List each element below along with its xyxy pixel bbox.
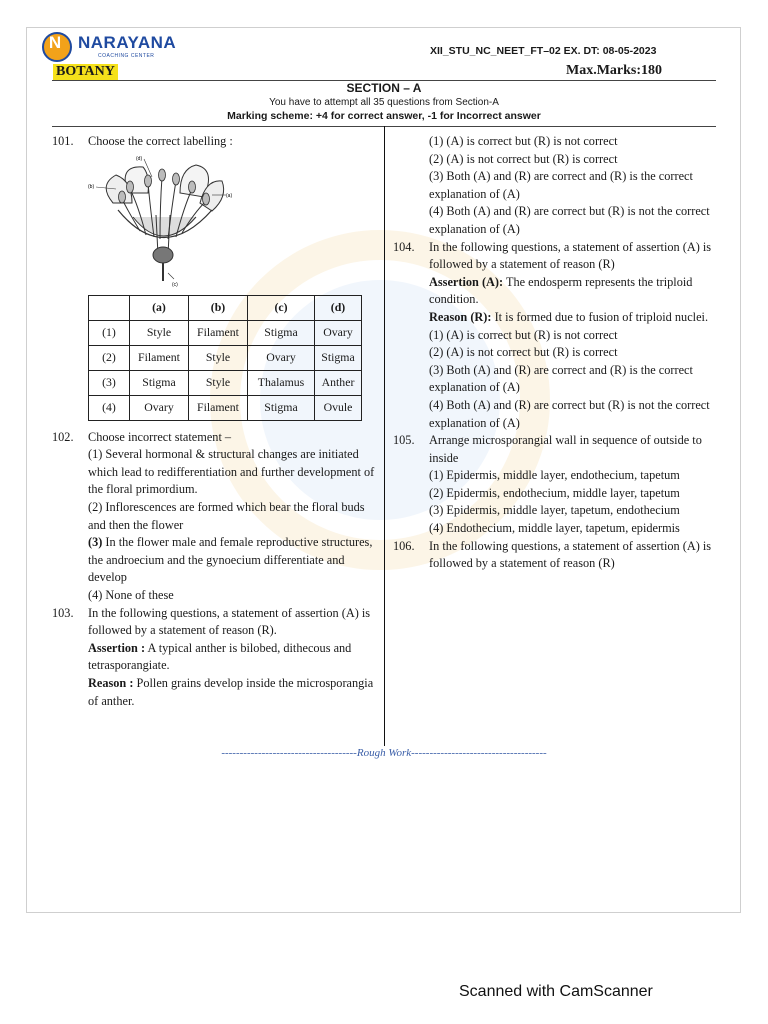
table-header: (a) [130,295,189,320]
assertion [393,274,718,309]
option-number: (3) [88,535,103,550]
label-b: (b) [88,183,95,190]
table-header-row [89,295,362,320]
label-a: (a) [226,192,233,199]
narayana-logo [40,30,180,64]
table-cell: Style [189,370,248,395]
option-1: (1) Epidermis, middle layer, endothecium, tapetum [429,468,680,483]
instruction-text: You have to attempt all 35 questions from Section-A [269,97,499,108]
table-cell: (2) [89,345,130,370]
question-106 [393,538,718,573]
table-cell: Style [130,320,189,345]
marking-scheme: Marking scheme: +4 for correct answer, -1 for Incorrect answer [227,110,541,122]
question-number: 106. [393,538,415,553]
question-text: Choose incorrect statement – [88,429,232,444]
table-cell: Stigma [315,345,362,370]
table-cell: Ovule [315,395,362,420]
table-cell: Ovary [248,345,315,370]
table-cell: (1) [89,320,130,345]
right-column [393,133,718,573]
assertion-label: Assertion : [88,640,146,655]
table-header: (c) [248,295,315,320]
table-cell: Stigma [248,395,315,420]
table-cell: (3) [89,370,130,395]
assertion-text: The endosperm represents the triploid condition. [429,274,693,307]
question-105 [393,432,718,467]
table-cell: Stigma [248,320,315,345]
option-2: (2) Epidermis, endothecium, middle layer, tapetum [429,485,680,500]
option-1: (1) Several hormonal & structural changes are initiated which lead to redifferentiation and further development of the floral primordium. [88,447,375,497]
logo-name: NARAYANA [78,33,177,52]
option-4: (4) Both (A) and (R) are correct but (R) is not the correct explanation of (A) [429,397,710,430]
scanner-watermark: Scanned with CamScanner [459,983,653,1000]
question-text: In the following questions, a statement of assertion (A) is followed by a statement of reason (R). [88,605,371,638]
reason-text: Pollen grains develop inside the microsporangia of anther. [88,675,374,708]
option-3: (3) Epidermis, middle layer, tapetum, endothecium [429,503,680,518]
table-cell: (4) [89,395,130,420]
question-text: In the following questions, a statement of assertion (A) is followed by a statement of reason (R) [429,538,712,571]
matching-table [88,295,362,421]
question-103 [52,605,378,640]
question-text: Arrange microsporangial wall in sequence of outside to inside [429,433,702,465]
assertion-text: A typical anther is bilobed, dithecous and tetrasporangiate. [88,640,352,673]
question-102 [52,429,378,447]
table-cell: Anther [315,370,362,395]
table-cell: Thalamus [248,370,315,395]
label-d: (d) [136,155,143,162]
option-2: (2) Inflorescences are formed which bear the floral buds and then the flower [88,499,365,532]
table-row [89,395,362,420]
question-number: 102. [52,429,74,444]
reason-text: It is formed due to fusion of triploid nuclei. [491,309,709,324]
logo-subtitle: COACHING CENTER [98,53,155,59]
logo-letter: N [48,33,62,52]
table-row [89,320,362,345]
assertion [52,640,378,675]
question-text: In the following questions, a statement of assertion (A) is followed by a statement of reason (R) [429,239,712,272]
label-c: (c) [172,281,178,287]
table-cell: Stigma [130,370,189,395]
option-2: (2) (A) is not correct but (R) is correct [429,151,618,166]
table-header: (b) [189,295,248,320]
question-104 [393,239,718,274]
question-101 [52,133,378,151]
section-title: SECTION – A [346,81,422,95]
table-cell: Style [189,345,248,370]
option-text: In the flower male and female reproductive structures, the androecium and the gynoecium differentiate and develop [88,535,373,585]
exam-code: XII_STU_NC_NEET_FT–02 EX. DT: 08-05-2023 [430,45,657,57]
option-4: (4) None of these [88,587,174,602]
max-marks: Max.Marks:180 [566,63,663,78]
table-cell: Filament [189,320,248,345]
option-1: (1) (A) is correct but (R) is not correct [429,134,618,148]
table-cell: Filament [130,345,189,370]
reason-label: Reason : [88,675,134,690]
option-4: (4) Endothecium, middle layer, tapetum, epidermis [429,521,680,536]
table-header: (d) [315,295,362,320]
option-3 [52,534,378,587]
question-number: 101. [52,134,74,148]
flower-diagram [88,155,238,287]
rough-work-divider: -------------------------------------Rough Work------------------------------------- [221,747,547,759]
table-cell: Ovary [130,395,189,420]
column-divider [384,126,385,746]
reason [393,309,718,327]
question-number: 104. [393,239,415,254]
question-text: Choose the correct labelling : [88,134,233,148]
question-number: 105. [393,433,415,448]
left-column [52,133,378,710]
option-2: (2) (A) is not correct but (R) is correct [429,345,618,360]
option-1: (1) (A) is correct but (R) is not correct [429,327,618,342]
question-number: 103. [52,605,74,620]
option-3: (3) Both (A) and (R) are correct and (R) is the correct explanation of (A) [429,362,693,395]
assertion-label: Assertion (A): [429,274,504,289]
option-3: (3) Both (A) and (R) are correct and (R) is the correct explanation of (A) [429,169,693,201]
table-cell: Ovary [315,320,362,345]
table-row [89,345,362,370]
option-4: (4) Both (A) and (R) are correct but (R) is not the correct explanation of (A) [429,204,710,236]
table-cell: Filament [189,395,248,420]
table-header [89,295,130,320]
reason-label: Reason (R): [429,309,492,324]
subject-badge: BOTANY [53,64,118,80]
table-row [89,370,362,395]
reason [52,675,378,710]
